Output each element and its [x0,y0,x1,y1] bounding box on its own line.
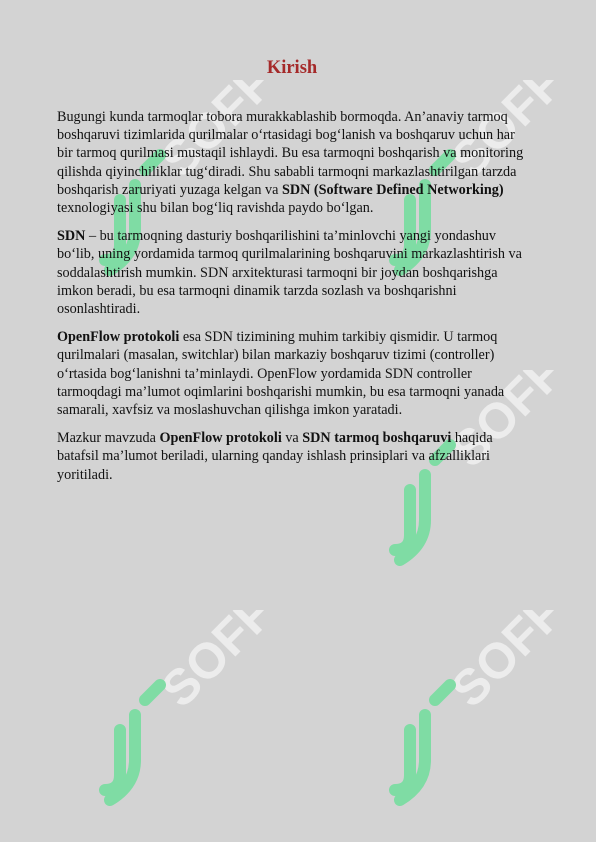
soff-watermark-logo [65,610,265,810]
watermark-text: SOFF [440,370,555,478]
watermark-text: SOFF [440,610,555,718]
text-run: Mazkur mavzuda [57,430,160,447]
document-page [57,58,527,494]
paragraph [57,328,527,419]
watermark-mark [105,685,160,800]
bold-term: OpenFlow protokoli [57,329,180,346]
document-body [57,108,527,484]
text-run: – bu tarmoqning dasturiy boshqarilishini ta’minlovchi yangi yondashuv bo‘lib, uning yordamida tarmoq qurilmalarining boshqaruvini markazlashtirish va soddalashtirish mumkin. SDN arxitekturasi tarmoqni bir joydan boshqarishga imkon beradi, bu esa tarmoqni dinamik tarzda sozlash va boshqarishni osonlashtiradi. [57,228,522,318]
text-run: Bugungi kunda tarmoqlar tobora murakkablashib bormoqda. An’anaviy tarmoq boshqaruvi tizimlarida qurilmalar o‘rtasidagi bog‘lanish va boshqaruv uchun har bir tarmoq qurilmasi mustaqil ishlaydi. Bu esa tarmoqni boshqarish va monitoring qilishda qiyinchiliklar tug‘diradi. Shu sababli tarmoqni markazlashtirilgan tarzda boshqarish zaruriyati yuzaga kelgan va [57,109,524,198]
paragraph [57,429,527,484]
text-run: haqida batafsil ma’lumot beriladi, ularning qanday ishlash prinsiplari va afzalliklari yoritiladi. [57,430,493,483]
watermark-mark [395,685,450,800]
page-title: Kirish [266,58,318,78]
paragraph [57,108,527,217]
watermark-text: SOFF [150,80,265,188]
text-run: va [281,430,303,447]
bold-term: OpenFlow protokoli [159,430,282,447]
text-run: esa SDN tizimining muhim tarkibiy qismidir. U tarmoq qurilmalari (masalan, switchlar) bilan markaziy boshqaruv tizimi (controller) o‘rtasida bog‘lanishni ta’minlaydi. OpenFlow yordamida SDN controller tarmoqdagi ma’lumot oqimlarini boshqarishi mumkin, bu esa tarmoqni yanada samarali, xavfsiz va moslashuvchan qilishga imkon yaratadi. [57,329,505,419]
bold-term: SDN (Software Defined Networking) [281,181,504,198]
bold-term: SDN [57,228,86,245]
soff-watermark-logo [355,610,555,810]
watermark-text: SOFF [150,610,265,718]
text-run: texnologiyasi shu bilan bog‘liq ravishda paydo bo‘lgan. [57,200,374,217]
paragraph [57,227,527,318]
bold-term: SDN tarmoq boshqaruvi [302,430,452,447]
watermark-text: SOFF [440,80,555,188]
